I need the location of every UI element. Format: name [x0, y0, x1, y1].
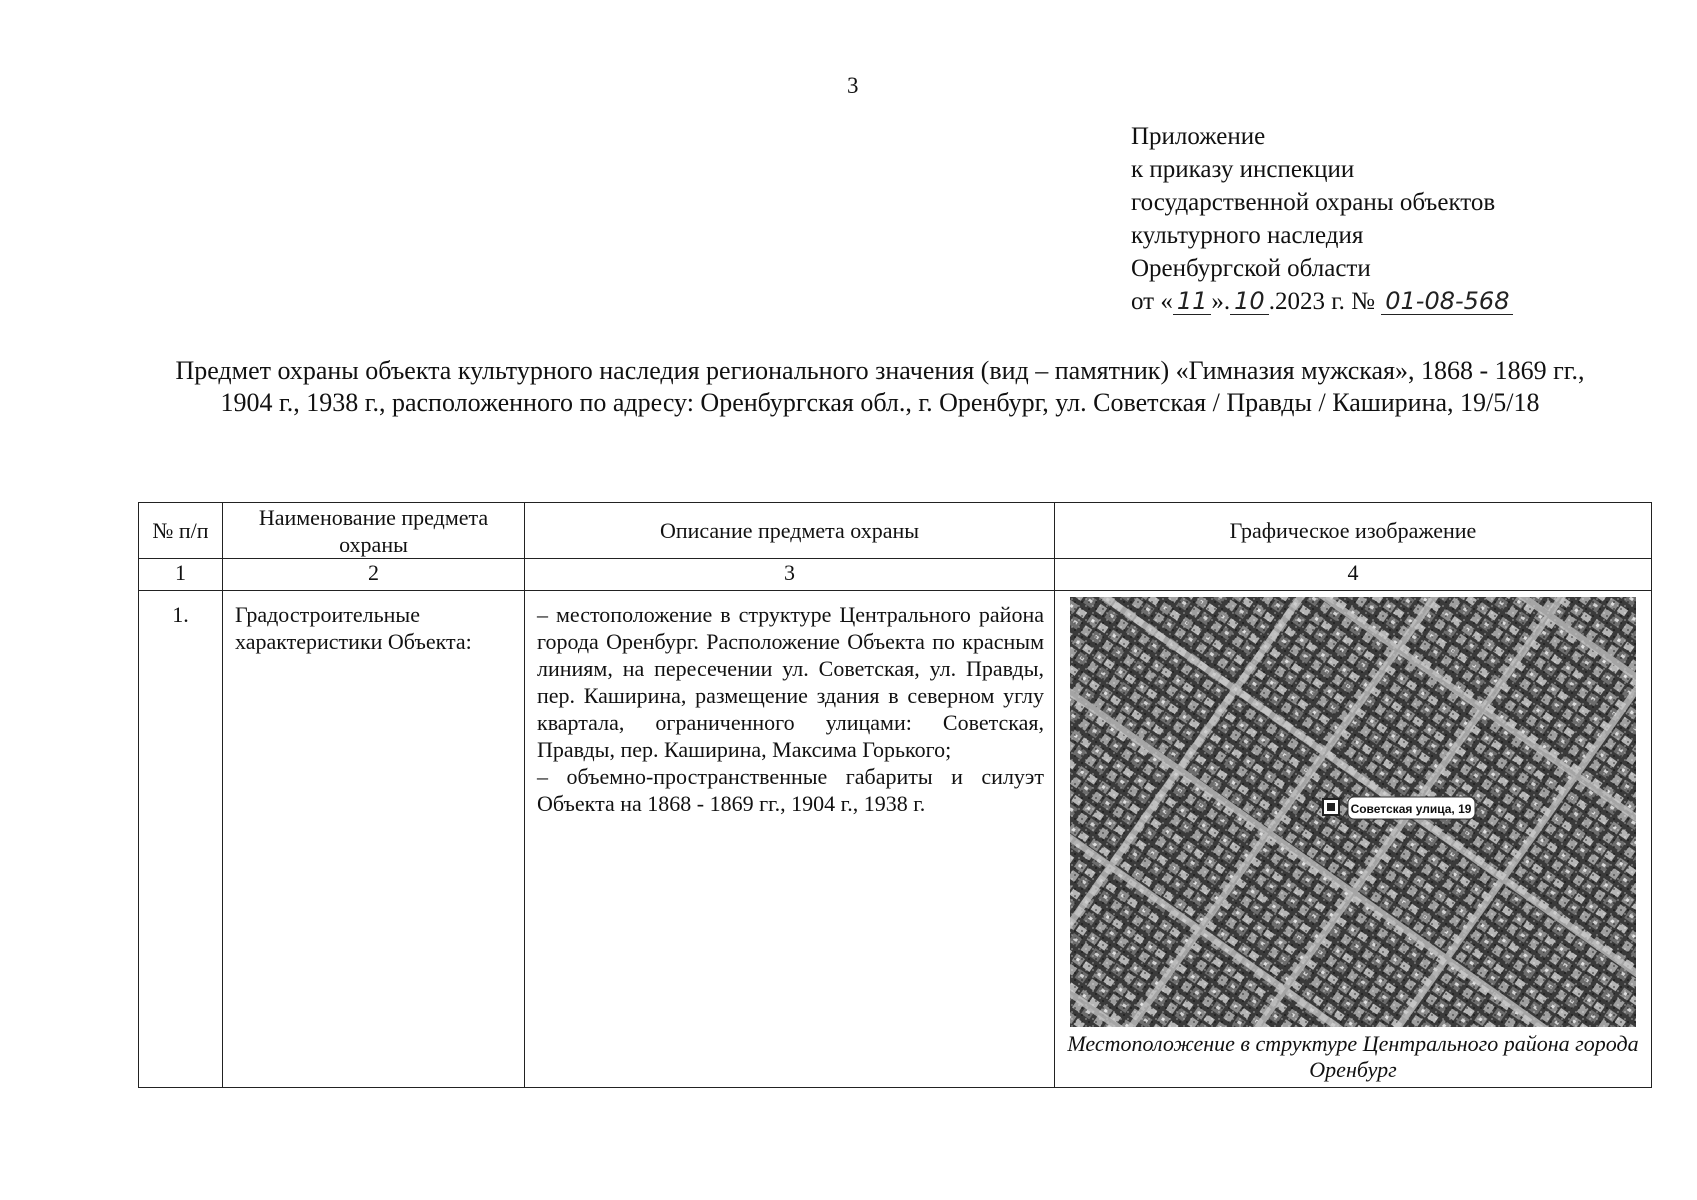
description-paragraph: – местоположение в структуре Центрального района города Оренбург. Расположение Объекта по красным линиям, на пересечении ул. Советская, ул. Правды, пер. Каширина, размещение здания в северном углу квартала, ограниченного улицами: Советская, Правды, пер. Каширина, Максима Горького;	[537, 602, 1044, 762]
column-number-row	[139, 559, 1652, 591]
row-description	[525, 591, 1055, 1088]
appendix-line: государственной охраны объектов	[1131, 189, 1496, 216]
document-title: Предмет охраны объекта культурного наследия регионального значения (вид – памятник) «Гимназия мужская», 1868 - 1869 гг., 1904 г., 1938 г., расположенного по адресу: Оренбургская обл., г. Оренбург, ул. Советская / Правды / Каширина, 19/5/18	[175, 356, 1585, 417]
handwritten-day: 11	[1173, 288, 1212, 315]
header-number: № п/п	[139, 503, 223, 559]
header-graphic: Графическое изображение	[1055, 503, 1652, 559]
handwritten-order-number: 01-08-568	[1381, 288, 1513, 315]
column-number: 4	[1055, 559, 1652, 591]
year-text: .2023 г. №	[1268, 288, 1375, 315]
column-number: 2	[223, 559, 525, 591]
appendix-line: Приложение	[1131, 123, 1266, 150]
appendix-block	[1131, 120, 1513, 318]
header-description: Описание предмета охраны	[525, 503, 1055, 559]
column-number: 3	[525, 559, 1055, 591]
order-date-line	[1131, 285, 1513, 318]
aerial-map-image	[1070, 597, 1636, 1027]
description-paragraph: – объемно-пространственные габариты и силуэт Объекта на 1868 - 1869 гг., 1904 г., 1938 г.	[537, 764, 1044, 816]
appendix-line: Оренбургской области	[1131, 255, 1371, 282]
appendix-line: культурного наследия	[1131, 222, 1364, 249]
appendix-line: к приказу инспекции	[1131, 156, 1355, 183]
page-number: 3	[847, 73, 859, 98]
date-mid: ».	[1211, 288, 1231, 315]
header-name: Наименование предмета охраны	[223, 503, 525, 559]
image-caption: Местоположение в структуре Центрального района города Оренбург	[1067, 1031, 1639, 1082]
table-header-row	[139, 503, 1652, 559]
graphic-cell	[1055, 591, 1652, 1088]
handwritten-month: 10	[1230, 288, 1269, 315]
row-number: 1.	[139, 591, 223, 1088]
table-row	[139, 591, 1652, 1088]
protection-subject-table	[138, 502, 1652, 1088]
map-label: Советская улица, 19	[1350, 802, 1472, 816]
row-name: Градостроительные характеристики Объекта:	[223, 591, 525, 1088]
date-prefix: от «	[1131, 288, 1173, 315]
column-number: 1	[139, 559, 223, 591]
